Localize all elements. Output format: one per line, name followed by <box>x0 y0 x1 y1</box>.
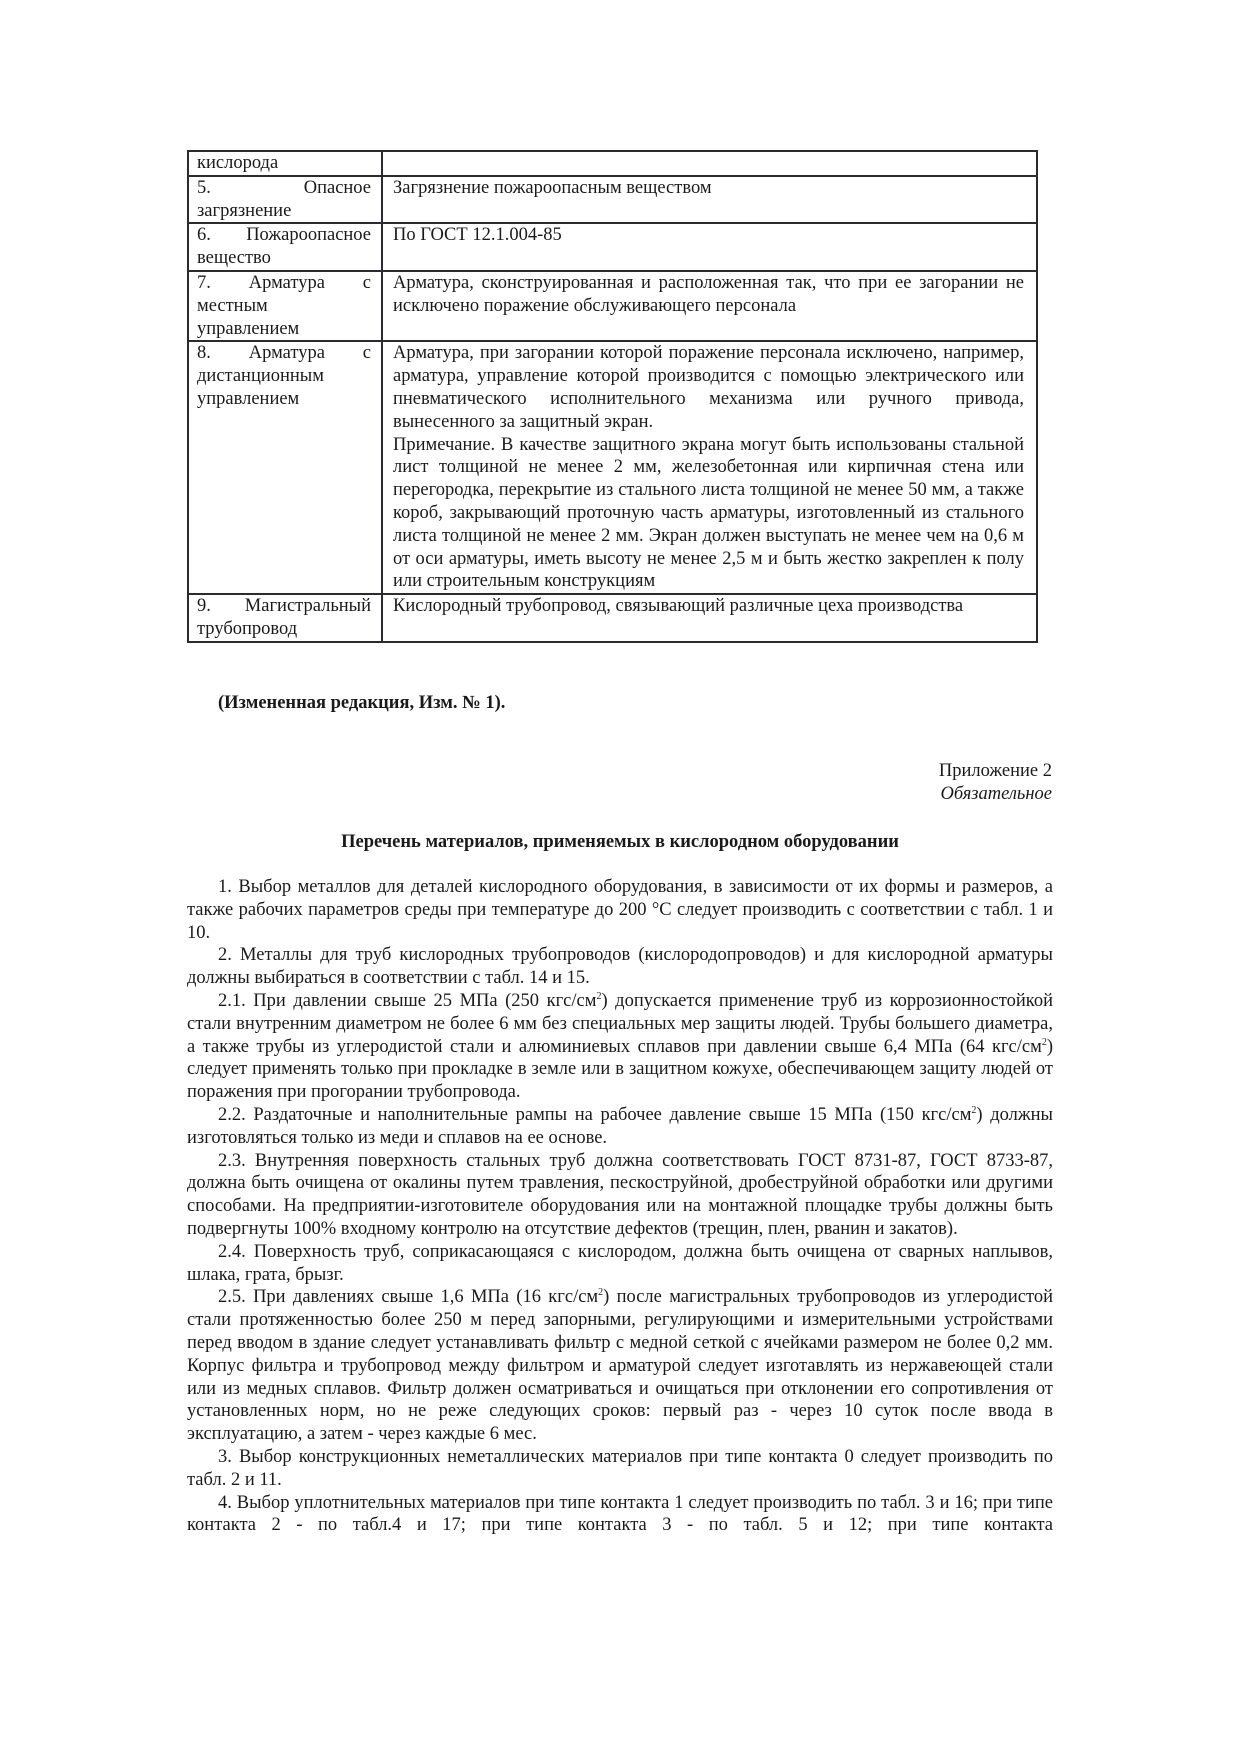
definition-cell <box>382 594 1037 642</box>
definition-text: Кислородный трубопровод, связывающий различные цеха производства <box>393 596 964 617</box>
paragraph-2-1 <box>187 990 1053 1104</box>
term-cell <box>188 176 382 224</box>
superscript: 2 <box>1041 1036 1047 1048</box>
table-row <box>188 223 1037 271</box>
definition-text: По ГОСТ 12.1.004-85 <box>393 225 562 246</box>
term-text: 9. Магистральный <box>197 596 371 617</box>
text-fragment: ) допускается применение труб из коррозионностойкой стали внутренним диаметром не более 6 мм без специальных мер защиты людей. Трубы большего диаметра, а также трубы из углеродистой стали и алюминиевых сплавов при давлении свыше 6,4 МПа (64 кгс/см <box>187 990 1053 1057</box>
definition-text: Арматура, сконструированная и расположенная так, что при ее загорании не исключено поражение обслуживающего персонала <box>393 272 1024 316</box>
paragraph-2-4: 2.4. Поверхность труб, соприкасающаяся с кислородом, должна быть очищена от сварных наплывов, шлака, грата, брызг. <box>187 1241 1053 1285</box>
superscript: 2 <box>971 1104 977 1116</box>
term-text-rest: загрязнение <box>197 200 292 221</box>
appendix-status: Обязательное <box>940 784 1052 804</box>
term-cell <box>188 271 382 341</box>
definition-text: Арматура, при загорании которой поражение персонала исключено, например, арматура, управление которой производится с помощью электрического или пневматического исполнительного механизма или ручного привода, вынесенного за защитный экран. <box>393 343 1024 432</box>
term-text: кислорода <box>197 153 279 173</box>
superscript: 2 <box>598 1287 604 1299</box>
term-text-rest: вещество <box>197 248 271 269</box>
term-text-rest: дистанционным управлением <box>197 366 324 409</box>
text-fragment: 2.1. При давлении свыше 25 МПа (250 кгс/см <box>218 990 597 1011</box>
text-fragment: ) следует применять только при прокладке в земле или в защитном кожухе, обеспечивающем защиту людей от поражения при прогорании трубопровода. <box>187 1036 1053 1103</box>
appendix-label: Приложение 2 <box>938 761 1052 781</box>
definition-cell <box>382 151 1037 176</box>
term-cell <box>188 594 382 642</box>
definition-cell <box>382 271 1037 341</box>
definition-cell <box>382 223 1037 271</box>
definition-note: Примечание. В качестве защитного экрана могут быть использованы стальной лист толщиной не менее 2 мм, железобетонная или кирпичная стена или перегородка, перекрытие из стального листа толщиной не менее 50 мм, а также короб, закрывающий проточную часть арматуры, изготовленный из стального листа толщиной не менее 2 мм. Экран должен выступать не менее чем на 0,6 м от оси арматуры, иметь высоту не менее 2,5 м и быть жестко закреплен к полу или строительным конструкциям <box>393 434 1024 592</box>
term-cell <box>188 341 382 594</box>
paragraph-4: 4. Выбор уплотнительных материалов при типе контакта 1 следует производить по табл. 3 и 16; при типе контакта 2 - по табл.4 и 17; при типе контакта 3 - по табл. 5 и 12; при типе контакта <box>187 1492 1053 1536</box>
superscript: 2 <box>596 990 602 1002</box>
table-row <box>188 271 1037 341</box>
term-text-rest: местным управлением <box>197 295 300 339</box>
term-text-rest: трубопровод <box>197 618 298 639</box>
paragraph-2-3: 2.3. Внутренняя поверхность стальных труб должна соответствовать ГОСТ 8731-87, ГОСТ 8733-87, должна быть очищена от окалины путем травления, пескоструйной, дробеструйной обработки или другими способами. На предприятии-изготовителе оборудования или на монтажной площадке трубы должны быть подвергнуты 100% входному контролю на отсутствие дефектов (трещин, плен, рванин и закатов). <box>187 1150 1053 1239</box>
definition-text: Загрязнение пожароопасным веществом <box>393 177 712 198</box>
paragraph-2-2 <box>187 1104 1053 1150</box>
text-fragment: 2.5. При давлениях свыше 1,6 МПа (16 кгс/см <box>218 1287 599 1308</box>
definition-cell <box>382 341 1037 594</box>
definitions-table <box>187 150 1038 643</box>
paragraph-1: 1. Выбор металлов для деталей кислородного оборудования, в зависимости от их формы и размеров, а также рабочих параметров среды при температуре до 200 °С следует производить с соответствии с табл. 1 и 10. <box>187 877 1053 943</box>
term-text: 5. Опасное <box>197 177 371 198</box>
term-text: 7. Арматура с <box>197 272 371 293</box>
appendix-header <box>939 760 1052 806</box>
term-text: 6. Пожароопасное <box>197 225 371 246</box>
paragraph-3: 3. Выбор конструкционных неметаллических материалов при типе контакта 0 следует производить по табл. 2 и 11. <box>187 1446 1053 1490</box>
text-fragment: ) должны изготовляться только из меди и сплавов на ее основе. <box>187 1104 1053 1148</box>
body-text <box>187 876 1053 1537</box>
amendment-note: (Измененная редакция, Изм. № 1). <box>218 693 506 713</box>
table-row <box>188 151 1037 176</box>
table-row <box>188 341 1037 594</box>
term-cell <box>188 151 382 176</box>
table-row <box>188 176 1037 224</box>
paragraph-2-5 <box>187 1286 1053 1446</box>
definition-cell <box>382 176 1037 224</box>
term-text: 8. Арматура с <box>197 343 371 364</box>
section-title: Перечень материалов, применяемых в кислородном оборудовании <box>341 832 899 852</box>
text-fragment: ) после магистральных трубопроводов из углеродистой стали протяженностью более 250 м перед запорными, регулирующими и измерительными устройствами перед вводом в здание следует устанавливать фильтр с медной сеткой с ячейками размером не более 0,2 мм. Корпус фильтра и трубопровод между фильтром и арматурой следует изготавлять из нержавеющей стали или из медных сплавов. Фильтр должен осматриваться и очищаться при отклонении его сопротивления от установленных норм, но не реже следующих сроков: первый раз - через 10 суток после ввода в эксплуатацию, а затем - через каждые 6 мес. <box>187 1287 1053 1445</box>
text-fragment: 2.2. Раздаточные и наполнительные рампы на рабочее давление свыше 15 МПа (150 кгс/см <box>218 1104 972 1125</box>
paragraph-2: 2. Металлы для труб кислородных трубопроводов (кислородопроводов) и для кислородной арматуры должны выбираться в соответствии с табл. 14 и 15. <box>187 945 1053 989</box>
term-cell <box>188 223 382 271</box>
table-row <box>188 594 1037 642</box>
